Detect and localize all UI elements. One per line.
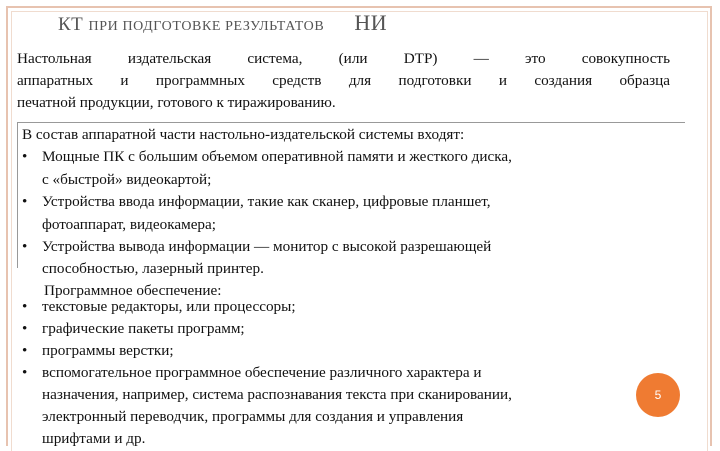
- list-item: [22, 236, 682, 281]
- software-section: [22, 296, 692, 450]
- slide-title: [58, 10, 387, 36]
- list-item: [22, 340, 692, 362]
- hardware-heading: В состав аппаратной части настольно-издательской системы входят:: [22, 126, 465, 143]
- bullet: •: [22, 320, 28, 337]
- list-item: [22, 191, 682, 236]
- list-item-line: шрифтами и др.: [42, 430, 146, 447]
- title-prefix: КТ: [58, 14, 84, 35]
- list-item-line: вспомогательное программное обеспечение различного характера и: [42, 364, 482, 381]
- bullet: •: [22, 238, 28, 256]
- list-item-line: графические пакеты программ;: [42, 320, 245, 337]
- bullet: •: [22, 298, 28, 315]
- page-number: 5: [654, 388, 662, 402]
- list-item-line: текстовые редакторы, или процессоры;: [42, 298, 296, 315]
- hardware-section: [22, 124, 682, 281]
- list-item-line: назначения, например, система распознавания текста при сканировании,: [42, 386, 512, 403]
- list-item-line: Устройства ввода информации, такие как сканер, цифровые планшет,: [42, 193, 491, 211]
- intro-line: Настольная издательская система, (или DTP) — это совокупность: [17, 50, 670, 67]
- list-item-line: способностью, лазерный принтер.: [42, 260, 264, 278]
- software-heading: Программное обеспечение:: [44, 282, 222, 299]
- title-suffix: НИ: [354, 10, 388, 35]
- list-item: [22, 318, 692, 340]
- list-item: [22, 362, 692, 450]
- list-item-line: Устройства вывода информации — монитор с высокой разрешающей: [42, 238, 492, 256]
- bullet: •: [22, 148, 28, 166]
- bullet: •: [22, 364, 28, 381]
- list-item: [22, 296, 692, 318]
- intro-line: печатной продукции, готового к тиражированию.: [17, 94, 336, 111]
- list-item-line: Мощные ПК с большим объемом оперативной памяти и жесткого диска,: [42, 148, 512, 166]
- bullet: •: [22, 342, 28, 359]
- list-item-line: с «быстрой» видеокартой;: [42, 170, 212, 188]
- list-item-line: электронный переводчик, программы для создания и управления: [42, 408, 464, 425]
- list-item-line: фотоаппарат, видеокамера;: [42, 215, 216, 233]
- list-item: [22, 146, 682, 191]
- title-middle: ПРИ ПОДГОТОВКЕ РЕЗУЛЬТАТОВ: [88, 19, 325, 34]
- bullet: •: [22, 193, 28, 211]
- intro-paragraph: [17, 48, 670, 114]
- list-item-line: программы верстки;: [42, 342, 174, 359]
- intro-line: аппаратных и программных средств для подготовки и создания образца: [17, 72, 670, 89]
